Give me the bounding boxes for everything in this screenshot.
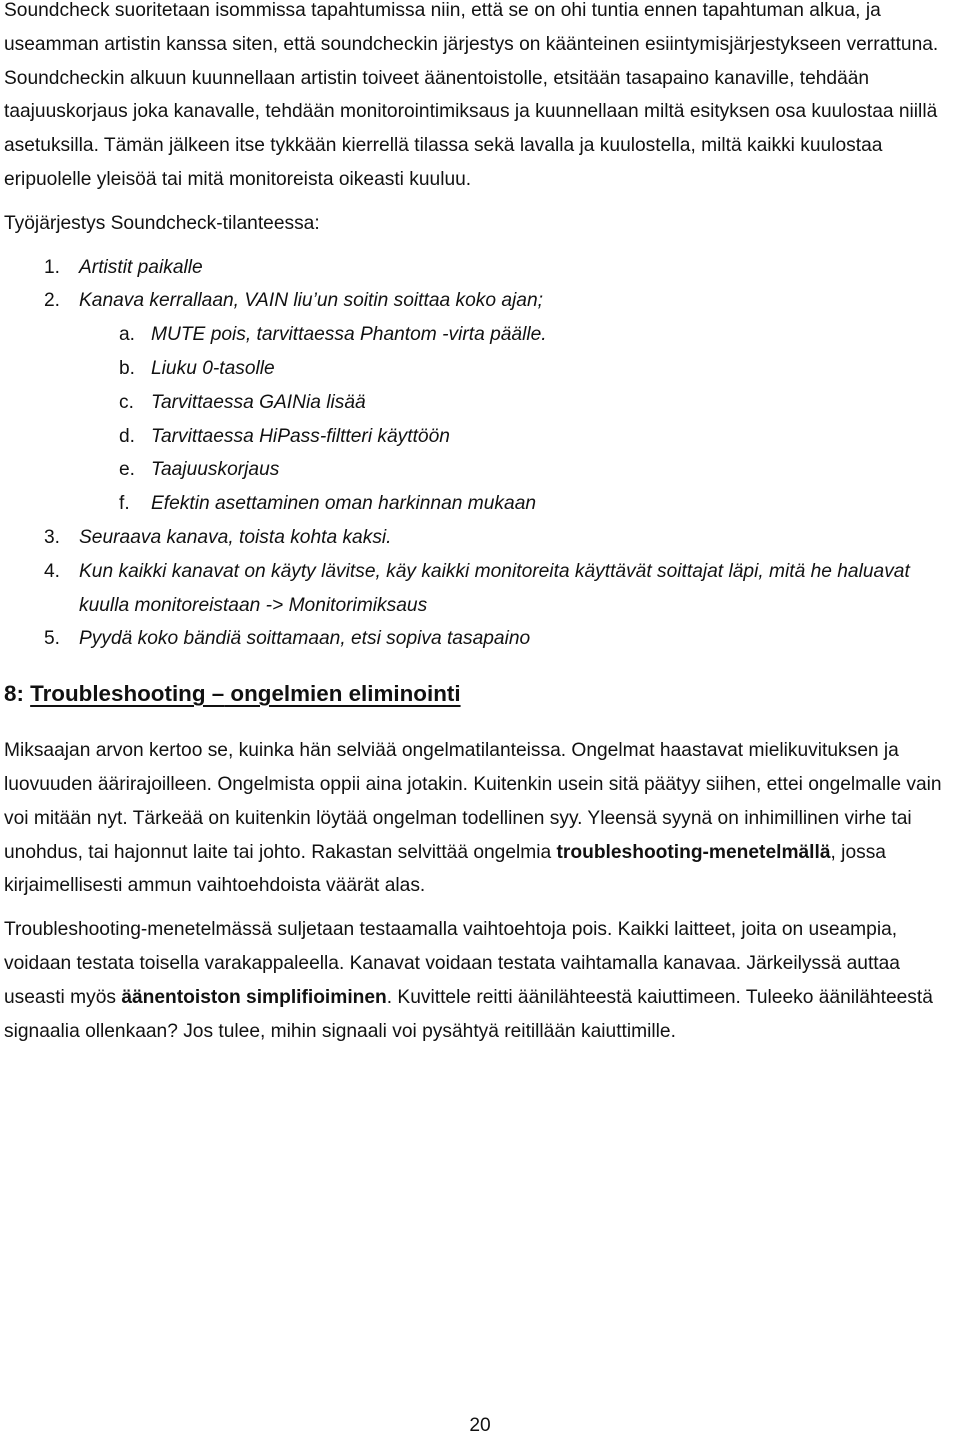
sub-list-item-letter: a.: [119, 324, 136, 346]
list-item-number: 2.: [44, 290, 61, 312]
sub-list-item: [79, 386, 956, 420]
channel-substeps-list: [79, 318, 956, 521]
troubleshooting-paragraph: [4, 734, 956, 903]
sub-list-item-text: Efektin asettaminen oman harkinnan mukaan: [151, 493, 537, 515]
list-item-number: 5.: [44, 628, 61, 650]
sub-list-item-letter: f.: [119, 493, 130, 515]
list-item-text: Artistit paikalle: [79, 256, 203, 278]
paragraph-text: Miksaajan arvon kertoo se, kuinka hän selviää ongelmatilanteissa. Ongelmat haastavat mielikuvituksen ja luovuuden äärirajoilleen. Ongelmista oppii aina jotakin. Kuitenkin usein sitä päätyy siihen, ettei ongelmalle vain voi mitään nyt. Tärkeää on kuitenkin löytää ongelman todellinen syy. Yleensä syynä on inhimillinen virhe tai unohdus, tai hajonnut laite tai johto. Rakastan selvittää ongelmia: [4, 740, 942, 863]
list-item-text: Kun kaikki kanavat on käyty lävitse, käy kaikki monitoreita käyttävät soittajat läpi, mitä he haluavat kuulla monitoreistaan -> Monitorimiksaus: [79, 560, 910, 616]
sub-list-item-letter: e.: [119, 459, 136, 481]
list-item: [4, 251, 956, 285]
sub-list-item-letter: c.: [119, 391, 134, 413]
sub-list-item-letter: d.: [119, 425, 136, 447]
section-heading-rest: ongelmien eliminointi: [224, 681, 461, 707]
list-item: [4, 622, 956, 656]
sub-list-item: [79, 352, 956, 386]
paragraph-text: . Kuvittele reitti äänilähteestä kaiuttimeen. Tuleeko äänilähteestä signaalia ollenkaan? Jos tulee, mihin signaali voi pysähtyä reitillään kaiuttimille.: [4, 986, 933, 1042]
intro-paragraph: Soundcheck suoritetaan isommissa tapahtumissa niin, että se on ohi tuntia ennen tapahtuman alkua, ja useamman artistin kanssa siten, että soundcheckin järjestys on käänteinen esiintymisjärjestykseen verrattuna. Soundcheckin alkuun kuunnellaan artistin toiveet äänentoistolle, etsitään tasapaino kanaville, tehdään taajuuskorjaus joka kanavalle, tehdään monitorointimiksaus ja kuunnellaan miltä esityksen osa kuulostaa niillä asetuksilla. Tämän jälkeen itse tykkään kierrellä tilassa sekä lavalla ja kuulostella, miltä kaikki kuulostaa eripuolelle yleisöä tai mitä monitoreista oikeasti kuuluu.: [4, 0, 939, 190]
list-item-number: 4.: [44, 560, 61, 582]
sub-list-item: [79, 420, 956, 454]
sub-list-item-text: Tarvittaessa HiPass-filtteri käyttöön: [151, 425, 450, 447]
bold-term: troubleshooting-menetelmällä: [556, 841, 831, 863]
sub-list-item-letter: b.: [119, 357, 136, 379]
page-number: 20: [469, 1415, 491, 1436]
list-item-text: Seuraava kanava, toista kohta kaksi.: [79, 526, 392, 548]
sub-list-item-text: Liuku 0-tasolle: [151, 357, 275, 379]
list-item: [4, 284, 956, 521]
sub-list-item: [79, 487, 956, 521]
list-item-number: 1.: [44, 256, 61, 278]
sub-list-item-text: Tarvittaessa GAINia lisää: [151, 391, 366, 413]
list-item: [4, 521, 956, 555]
sub-list-item: [79, 453, 956, 487]
list-item-text: Kanava kerrallaan, VAIN liu’un soitin soittaa koko ajan;: [79, 290, 543, 312]
method-paragraph: [4, 913, 956, 1048]
document-page: [4, 0, 956, 1048]
sub-list-item-text: MUTE pois, tarvittaessa Phantom -virta päälle.: [151, 324, 547, 346]
paragraph-text: , jossa kirjaimellisesti ammun vaihtoehdoista väärät alas.: [4, 841, 886, 897]
bold-term: äänentoiston simplifioiminen: [121, 986, 387, 1008]
list-item-number: 3.: [44, 526, 61, 548]
sub-list-item-text: Taajuuskorjaus: [151, 459, 280, 481]
section-heading-number: 8:: [4, 681, 31, 707]
list-item: [4, 555, 956, 623]
soundcheck-steps-list: [4, 251, 956, 657]
list-heading: Työjärjestys Soundcheck-tilanteessa:: [4, 212, 320, 234]
section-heading-underlined: Troubleshooting –: [30, 681, 225, 707]
section-heading: [4, 674, 956, 714]
sub-list-item: [79, 318, 956, 352]
paragraph-text: Troubleshooting-menetelmässä suljetaan testaamalla vaihtoehtoja pois. Kaikki laitteet, joita on useampia, voidaan testata toisella varakappaleella. Kanavat voidaan testata vaihtamalla kanavaa. Järkeilyssä auttaa useasti myös: [4, 919, 900, 1008]
list-item-text: Pyydä koko bändiä soittamaan, etsi sopiva tasapaino: [79, 628, 531, 650]
